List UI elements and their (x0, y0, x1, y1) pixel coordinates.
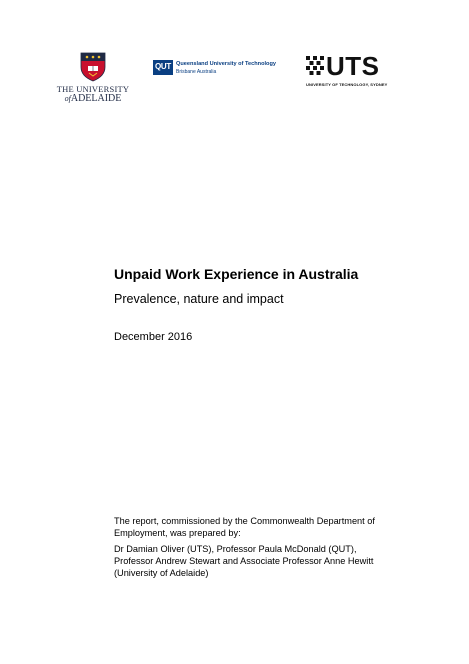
adelaide-of: of (64, 94, 71, 103)
commission-line-2: Employment, was prepared by: (114, 528, 241, 538)
qut-mark: QUT (155, 62, 171, 71)
report-subtitle: Prevalence, nature and impact (114, 292, 284, 306)
adelaide-name (54, 93, 132, 104)
report-date: December 2016 (114, 331, 193, 343)
report-title: Unpaid Work Experience in Australia (114, 266, 359, 282)
uts-full-name: UNIVERSITY OF TECHNOLOGY, SYDNEY (306, 82, 388, 87)
adelaide-wordmark: ADELAIDE (70, 93, 122, 104)
uts-logo (306, 51, 388, 90)
university-of-adelaide-logo (54, 52, 132, 104)
qut-city: Brisbane Australia (176, 69, 217, 75)
authors-line-1: Dr Damian Oliver (UTS), Professor Paula McDonald (QUT), (114, 544, 357, 554)
qut-mark-box (153, 60, 173, 75)
qut-name: Queensland University of Technology (176, 61, 276, 67)
uts-grid-mark-icon (306, 56, 324, 78)
authors-line-2: Professor Andrew Stewart and Associate Professor Anne Hewitt (114, 556, 374, 566)
commission-line-1: The report, commissioned by the Commonwealth Department of (114, 516, 375, 526)
qut-logo (153, 60, 283, 80)
uts-wordmark: UTS (326, 51, 380, 81)
authors-line-3: (University of Adelaide) (114, 568, 209, 578)
adelaide-line1: THE UNIVERSITY (56, 84, 130, 94)
adelaide-crest-icon (80, 52, 106, 82)
prepared-by-section (114, 515, 414, 579)
